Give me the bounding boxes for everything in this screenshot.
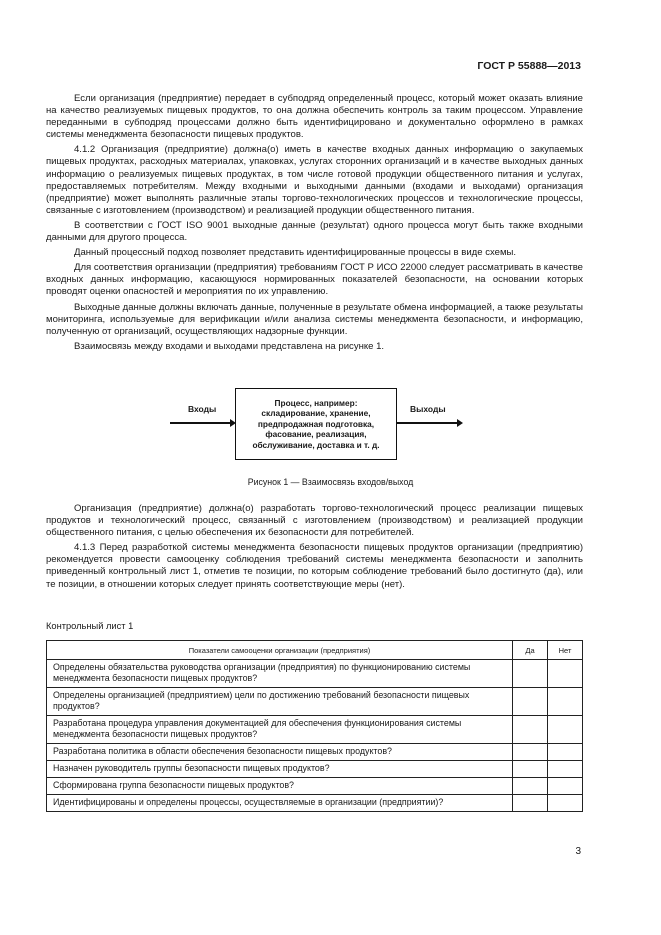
page-number: 3	[575, 846, 581, 857]
body-text-bottom	[46, 503, 583, 594]
table-row	[47, 761, 583, 778]
yes-cell	[513, 660, 548, 688]
standard-header: ГОСТ Р 55888—2013	[477, 60, 581, 72]
output-arrow	[397, 422, 459, 424]
table-row	[47, 778, 583, 795]
no-cell	[548, 778, 583, 795]
indicator-cell: Разработана процедура управления документацией для обеспечения функционирования системы менеджмента безопасности пищевых продуктов?	[47, 716, 513, 744]
paragraph: Взаимосвязь между входами и выходами представлена на рисунке 1.	[74, 340, 385, 352]
indicator-cell: Идентифицированы и определены процессы, осуществляемые в организации (предприятии)?	[47, 795, 513, 812]
process-box	[235, 388, 397, 460]
table-row	[47, 660, 583, 688]
table-row	[47, 716, 583, 744]
table-row	[47, 795, 583, 812]
figure-caption: Рисунок 1 — Взаимосвязь входов/выход	[247, 477, 414, 487]
yes-cell	[513, 795, 548, 812]
no-cell	[548, 716, 583, 744]
process-box-text: Процесс, например: складирование, хранение, предпродажная подготовка, фасование, реализация, обслуживание, доставка и т. д.	[252, 397, 380, 450]
paragraph: Если организация (предприятие) передает в субподряд определенный процесс, который может оказать влияние на качество реализуемых пищевых продуктов, то она должна обеспечить контроль за таким процессом. Управление переданными в субподряд процессами должно быть идентифицировано и документально оформлено в рамках системы менеджмента безопасности пищевых продуктов.	[46, 93, 583, 141]
table-row	[47, 688, 583, 716]
yes-cell	[513, 761, 548, 778]
no-cell	[548, 795, 583, 812]
body-text-top	[46, 93, 583, 356]
paragraph: Выходные данные должны включать данные, полученные в результате обмена информацией, а также результаты мониторинга, используемые для верификации и/или анализа системы менеджмента безопасности, и информацию, полученную от организаций, осуществляющих надзорные функции.	[46, 301, 583, 337]
no-cell	[548, 688, 583, 716]
yes-cell	[513, 744, 548, 761]
paragraph: 4.1.2 Организация (предприятие) должна(о) иметь в качестве входных данных информацию о закупаемых пищевых продуктах, расходных материалах, упаковках, услугах сторонних организаций и в качестве выходных данных информацию о реализуемых пищевых продуктах, в том числе готовой продукции общественного питания и услугах, предоставляемых потребителям. Между входными и выходными данными (входами и выходами) организация (предприятие) может выполнять различные этапы торгово-технологических процессов и технологические процессы, связанные с изготовлением (производством) и реализацией продукции общественного питания.	[46, 144, 583, 216]
paragraph: Данный процессный подход позволяет представить идентифицированные процессы в виде схемы.	[74, 247, 517, 259]
process-diagram	[168, 388, 464, 464]
paragraph: В соответствии с ГОСТ ISO 9001 выходные данные (результат) одного процесса могут быть также входными данными для другого процесса.	[46, 219, 583, 244]
paragraph: 4.1.3 Перед разработкой системы менеджмента безопасности пищевых продуктов организации (предприятию) рекомендуется провести самооценку соблюдения требований системы менеджмента безопасности и заполнить приведенный контрольный лист 1, отметив те позиции, по которым соблюдение требований было достигнуто (да), или те позиции, в отношении которых следует принять соответствующие меры (нет).	[46, 542, 583, 590]
checklist-table	[46, 640, 583, 812]
paragraph: Для соответствия организации (предприятия) требованиям ГОСТ Р ИСО 22000 следует рассматривать в качестве входных данных информацию, касающуюся нормированных показателей безопасности, на основании которых проводят оценки опасностей и мероприятия по их управлению.	[46, 262, 583, 298]
table-row	[47, 744, 583, 761]
indicator-cell: Определены обязательства руководства организации (предприятия) по функционированию системы менеджмента безопасности пищевых продуктов?	[47, 660, 513, 688]
no-cell	[548, 761, 583, 778]
indicator-cell: Определены организацией (предприятием) цели по достижению требований безопасности пищевых продуктов?	[47, 688, 513, 716]
checklist-title: Контрольный лист 1	[46, 621, 134, 631]
paragraph: Организация (предприятие) должна(о) разработать торгово-технологический процесс реализации пищевых продуктов и технологический процесс, связанный с изготовлением (производством) и реализацией продукции общественного питания, с целью обеспечения их безопасности для потребителей.	[46, 503, 583, 539]
yes-cell	[513, 688, 548, 716]
column-header-yes: Да	[513, 641, 548, 660]
indicator-cell: Сформирована группа безопасности пищевых продуктов?	[47, 778, 513, 795]
table-header-row	[47, 641, 583, 660]
column-header-indicator: Показатели самооценки организации (предприятия)	[47, 641, 513, 660]
yes-cell	[513, 716, 548, 744]
indicator-cell: Назначен руководитель группы безопасности пищевых продуктов?	[47, 761, 513, 778]
yes-cell	[513, 778, 548, 795]
indicator-cell: Разработана политика в области обеспечения безопасности пищевых продуктов?	[47, 744, 513, 761]
input-arrow	[170, 422, 232, 424]
inputs-label: Входы	[188, 404, 217, 414]
no-cell	[548, 660, 583, 688]
outputs-label: Выходы	[410, 404, 446, 414]
column-header-no: Нет	[548, 641, 583, 660]
no-cell	[548, 744, 583, 761]
